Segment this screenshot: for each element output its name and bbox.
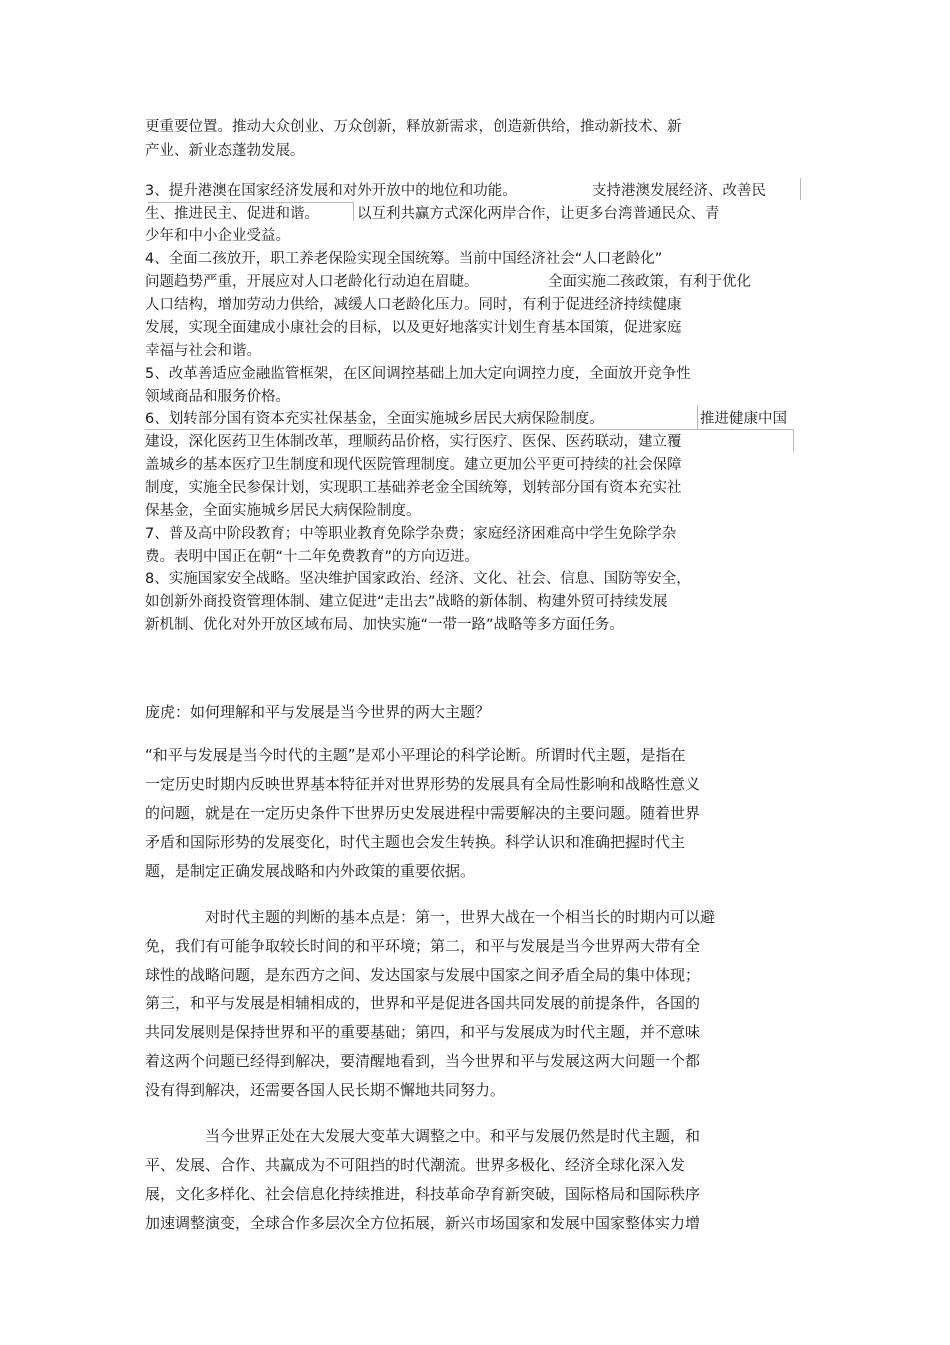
text-line: 问题趋势严重，开展应对人口老龄化行动迫在眉睫。 <box>145 274 479 290</box>
text-line: 盖城乡的基本医疗卫生制度和现代医院管理制度。建立更加公平更可持续的社会保障 <box>145 457 682 473</box>
layout-rule <box>800 178 801 200</box>
text-line: 发展，实现全面建成小康社会的目标，以及更好地落实计划生育基本国策，促进家庭 <box>145 320 682 336</box>
text-line: 平、发展、合作、共赢成为不可阻挡的时代潮流。世界多极化、经济全球化深入发 <box>145 1156 686 1174</box>
text-line: 以互利共赢方式深化两岸合作，让更多台湾普通民众、青 <box>357 206 720 222</box>
text-line: 展，文化多样化、社会信息化持续推进，科技革命孕育新突破，国际格局和国际秩序 <box>145 1185 701 1203</box>
text-line: 8、实施国家安全战略。坚决维护国家政治、经济、文化、社会、信息、国防等安全， <box>145 571 691 587</box>
text-line: 免，我们有可能争取较长时间的和平环境；第二，和平与发展是当今世界两大带有全 <box>145 937 701 955</box>
text-line: 没有得到解决，还需要各国人民长期不懈地共同努力。 <box>145 1081 506 1099</box>
text-line: 球性的战略问题，是东西方之间、发达国家与发展中国家之间矛盾全局的集中体现； <box>145 966 701 984</box>
text-line: 3、提升港澳在国家经济发展和对外开放中的地位和功能。 <box>145 183 517 199</box>
text-line: 领域商品和服务价格。 <box>145 389 290 405</box>
text-line: 更重要位置。推动大众创业、万众创新，释放新需求，创造新供给，推动新技术、新 <box>145 119 682 135</box>
text-line: 生、推进民主、促进和谐。 <box>145 206 319 222</box>
text-line: 对时代主题的判断的基本点是：第一，世界大战在一个相当长的时期内可以避 <box>205 908 716 926</box>
text-line: 的问题，就是在一定历史条件下世界历史发展进程中需要解决的主要问题。随着世界 <box>145 804 701 822</box>
text-line: 一定历史时期内反映世界基本特征并对世界形势的发展具有全局性影响和战略性意义 <box>145 775 701 793</box>
text-line: “和平与发展是当今时代的主题”是邓小平理论的科学论断。所谓时代主题，是指在 <box>145 746 686 764</box>
text-line: 如创新外商投资管理体制、建立促进“走出去”战略的新体制、构建外贸可持续发展 <box>145 594 668 610</box>
text-line: 共同发展则是保持世界和平的重要基础；第四，和平与发展成为时代主题，并不意味 <box>145 1023 701 1041</box>
layout-rule <box>697 405 698 429</box>
text-line: 幸福与社会和谐。 <box>145 343 261 359</box>
text-line: 第三，和平与发展是相辅相成的，世界和平是促进各国共同发展的前提条件，各国的 <box>145 994 701 1012</box>
text-line: 着这两个问题已经得到解决，要清醒地看到，当今世界和平与发展这两大问题一个都 <box>145 1052 701 1070</box>
text-line: 制度，实施全民参保计划，实现职工基础养老金全国统筹，划转部分国有资本充实社 <box>145 480 682 496</box>
text-line: 新机制、优化对外开放区域布局、加快实施“一带一路”战略等多方面任务。 <box>145 617 625 633</box>
text-line: 7、普及高中阶段教育；中等职业教育免除学杂费；家庭经济困难高中学生免除学杂 <box>145 526 677 542</box>
text-line: 费。表明中国正在朝“十二年免费教育”的方向迈进。 <box>145 549 480 565</box>
text-frame <box>148 202 354 221</box>
text-line: 少年和中小企业受益。 <box>145 228 290 244</box>
text-line: 全面实施二孩政策，有利于优化 <box>548 274 751 290</box>
text-line: 6、划转部分国有资本充实社保基金，全面实施城乡居民大病保险制度。 <box>145 411 604 427</box>
text-line: 保基金，全面实施城乡居民大病保险制度。 <box>145 503 421 519</box>
text-line: 推进健康中国 <box>700 411 787 427</box>
text-line: 人口结构，增加劳动力供给，减缓人口老龄化压力。同时，有利于促进经济持续健康 <box>145 297 682 313</box>
text-line: 产业、新业态蓬勃发展。 <box>145 143 305 159</box>
question-heading: 庞虎：如何理解和平与发展是当今世界的两大主题？ <box>145 703 491 721</box>
text-line: 建设，深化医药卫生体制改革，理顺药品价格，实行医疗、医保、医药联动，建立覆 <box>145 434 682 450</box>
text-line: 4、全面二孩放开，职工养老保险实现全国统筹。当前中国经济社会“人口老龄化” <box>145 251 663 267</box>
text-line: 当今世界正处在大发展大变革大调整之中。和平与发展仍然是时代主题，和 <box>205 1127 701 1145</box>
text-line: 5、改革善适应金融监管框架，在区间调控基础上加大定向调控力度，全面放开竞争性 <box>145 366 691 382</box>
text-line: 矛盾和国际形势的发展变化，时代主题也会发生转换。科学认识和准确把握时代主 <box>145 833 686 851</box>
text-line: 支持港澳发展经济、改善民 <box>592 183 766 199</box>
text-line: 加速调整演变，全球合作多层次全方位拓展，新兴市场国家和发展中国家整体实力增 <box>145 1214 701 1232</box>
text-line: 题，是制定正确发展战略和内外政策的重要依据。 <box>145 862 476 880</box>
